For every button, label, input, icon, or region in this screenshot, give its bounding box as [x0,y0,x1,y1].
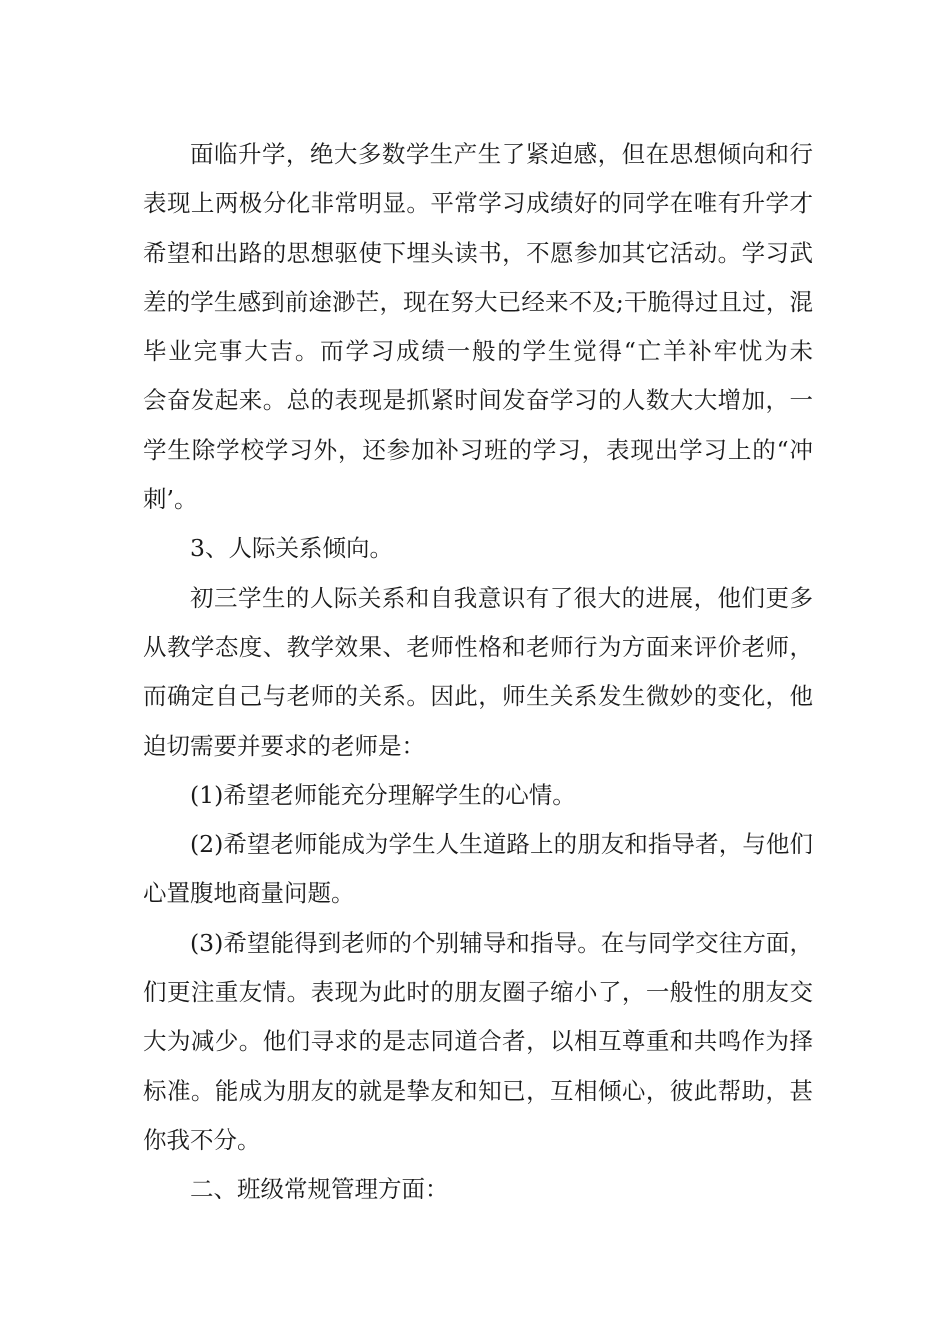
paragraph-line: 从教学态度、教学效果、老师性格和老师行为方面来评价老师， [143,632,813,661]
document-body [143,130,813,1215]
paragraph-line: 刺’。 [143,485,198,514]
paragraph-line: 迫切需要并要求的老师是： [143,731,425,760]
section-heading: 二、班级常规管理方面： [190,1175,449,1204]
paragraph-line: 你我不分。 [143,1125,261,1154]
paragraph-line: 标准。能成为朋友的就是挚友和知已，互相倾心，彼此帮助，甚 [143,1076,813,1105]
paragraph-line: 希望和出路的思想驱使下埋头读书，不愿参加其它活动。学习武 [143,238,813,267]
paragraph-line: 差的学生感到前途渺芒，现在努大已经来不及;干脆得过且过，混 [143,287,813,316]
list-item: (2)希望老师能成为学生人生道路上的朋友和指导者，与他们 [190,830,813,859]
paragraph-line: 而确定自己与老师的关系。因此，师生关系发生微妙的变化，他 [143,682,813,711]
paragraph-line: 表现上两极分化非常明显。平常学习成绩好的同学在唯有升学才 [143,189,813,218]
list-item: (1)希望老师能充分理解学生的心情。 [190,780,576,809]
list-item: (3)希望能得到老师的个别辅导和指导。在与同学交往方面， [190,928,813,957]
paragraph-line: 们更注重友情。表现为此时的朋友圈子缩小了，一般性的朋友交 [143,978,813,1007]
paragraph-line: 大为减少。他们寻求的是志同道合者，以相互尊重和共鸣作为择 [143,1027,813,1056]
paragraph-line: 学生除学校学习外，还参加补习班的学习，表现出学习上的“冲 [143,435,813,464]
paragraph-line: 会奋发起来。总的表现是抓紧时间发奋学习的人数大大增加，一 [143,386,813,415]
paragraph-line: 初三学生的人际关系和自我意识有了很大的进展，他们更多 [190,583,813,612]
section-heading: 3、人际关系倾向。 [190,534,393,563]
paragraph-line: 毕业完事大吉。而学习成绩一般的学生觉得“亡羊补牢忧为未 [143,337,813,366]
paragraph-line: 心置腹地商量问题。 [143,879,355,908]
paragraph-line: 面临升学，绝大多数学生产生了紧迫感，但在思想倾向和行 [190,140,813,168]
